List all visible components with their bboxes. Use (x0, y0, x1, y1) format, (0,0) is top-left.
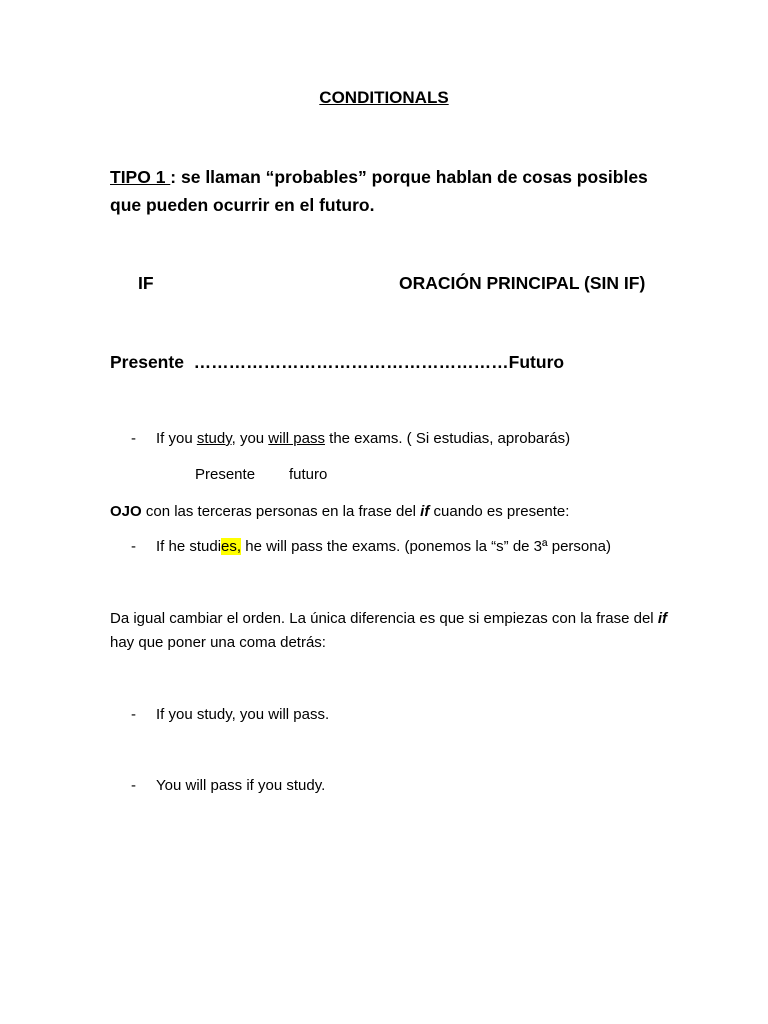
example-3: If you study, you will pass. (156, 706, 330, 723)
ojo-note (110, 503, 569, 520)
ojo-if-word: if (420, 503, 430, 520)
column-main-clause-header: ORACIÓN PRINCIPAL (SIN IF) (399, 273, 646, 293)
bullet-dash: - (131, 706, 136, 723)
page-title: CONDITIONALS (319, 88, 449, 107)
example-1-verb-future: will pass (268, 430, 325, 447)
example-1-mid: , you (231, 430, 269, 447)
example-1 (156, 430, 570, 447)
structure-dots: ……………………………………………… (193, 352, 509, 372)
structure-present: Presente (110, 352, 184, 372)
order-note-if-word: if (657, 610, 667, 627)
tipo1-line2: que pueden ocurrir en el futuro. (110, 195, 375, 215)
ojo-text-1: con las terceras personas en la frase del (141, 503, 421, 520)
tense-label-present: Presente (195, 466, 256, 483)
example-2-highlight: es, (221, 538, 242, 555)
column-if-header: IF (138, 273, 154, 293)
order-note-line2: hay que poner una coma detrás: (110, 634, 326, 651)
order-note-line1 (110, 610, 667, 627)
ojo-label: OJO (110, 503, 142, 520)
bullet-dash: - (131, 538, 136, 555)
example-1-verb-present: study (196, 430, 232, 447)
order-note-text: Da igual cambiar el orden. La única diferencia es que si empiezas con la frase del (110, 610, 658, 627)
example-1-post: the exams. ( Si estudias, aprobarás) (324, 430, 571, 447)
tense-label-future: futuro (289, 466, 328, 483)
example-2 (156, 538, 611, 555)
tipo1-label: TIPO 1 (110, 167, 171, 187)
structure-line (110, 352, 564, 373)
example-1-pre: If you (156, 430, 197, 447)
tipo1-line1 (110, 167, 648, 188)
example-4: You will pass if you study. (156, 777, 326, 794)
structure-future: Futuro (508, 352, 565, 372)
bullet-dash: - (131, 777, 136, 794)
ojo-text-2: cuando es presente: (429, 503, 570, 520)
bullet-dash: - (131, 430, 136, 447)
example-2-pre: If he studi (156, 538, 222, 555)
tipo1-text-line1: : se llaman “probables” porque hablan de cosas posibles (170, 167, 648, 187)
example-2-post: he will pass the exams. (ponemos la “s” de 3ª persona) (241, 538, 611, 555)
